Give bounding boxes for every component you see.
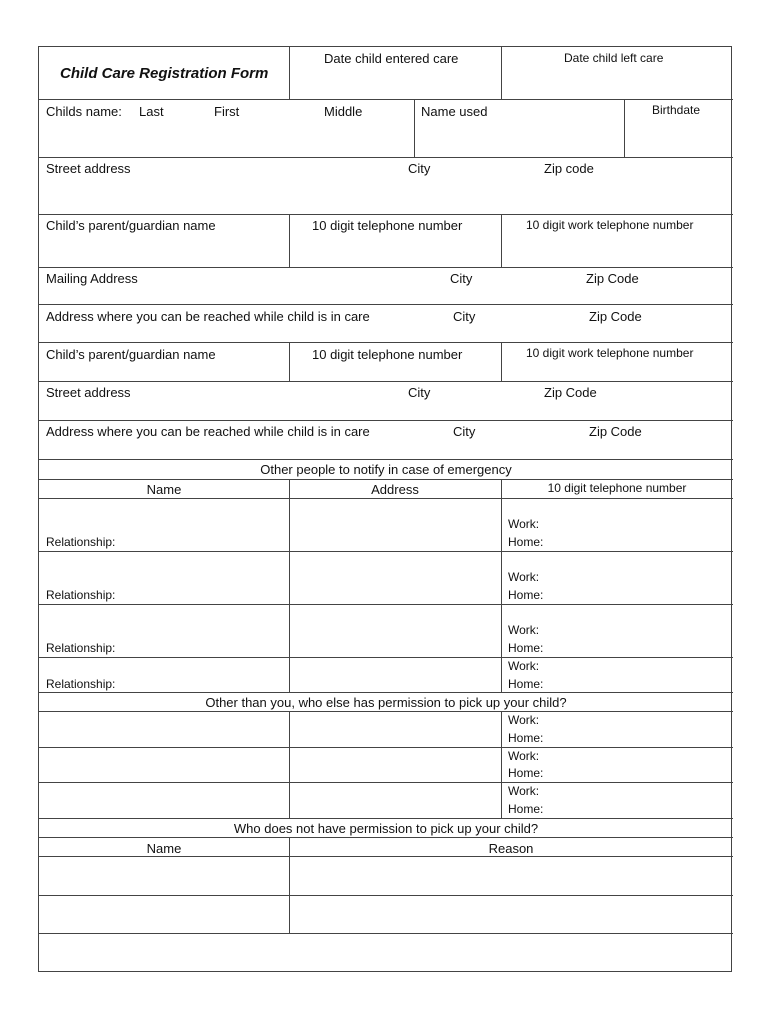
guardian2-field[interactable] bbox=[40, 365, 732, 380]
zip-label: Zip code bbox=[544, 161, 594, 176]
no-pickup-name-field[interactable] bbox=[40, 896, 288, 932]
pickup-work-label: Work: bbox=[508, 784, 540, 798]
relationship-label: Relationship: bbox=[46, 641, 116, 655]
pickup-name-field[interactable] bbox=[40, 712, 288, 746]
child-name-label: Childs name: bbox=[46, 104, 122, 119]
pickup-work-label: Work: bbox=[508, 749, 540, 763]
reach-address-label: Address where you can be reached while child is in care bbox=[46, 309, 370, 324]
row-divider bbox=[39, 479, 733, 480]
emergency-name-col: Name bbox=[146, 482, 182, 497]
home-label: Home: bbox=[508, 588, 544, 602]
child-last-label: Last bbox=[139, 104, 164, 119]
mailing-address-label: Mailing Address bbox=[46, 271, 138, 286]
row-divider bbox=[39, 420, 733, 421]
birthdate-label: Birthdate bbox=[652, 103, 701, 117]
work-label: Work: bbox=[508, 623, 540, 637]
emergency-address-field[interactable] bbox=[290, 605, 500, 656]
pickup-home-label: Home: bbox=[508, 766, 544, 780]
street2-address-label: Street address bbox=[46, 385, 131, 400]
date-left-field[interactable] bbox=[502, 48, 732, 99]
reach2-city-label: City bbox=[453, 424, 476, 439]
no-pickup-reason-col: Reason bbox=[488, 841, 534, 856]
registration-form bbox=[38, 46, 732, 972]
row-divider bbox=[39, 381, 733, 382]
emergency-address-field[interactable] bbox=[290, 552, 500, 603]
reach-zip-label: Zip Code bbox=[589, 309, 642, 324]
name-used-label: Name used bbox=[421, 104, 488, 119]
emergency-address-col: Address bbox=[371, 482, 419, 497]
work-label: Work: bbox=[508, 659, 540, 673]
mailing-zip-label: Zip Code bbox=[586, 271, 639, 286]
emergency-address-field[interactable] bbox=[290, 499, 500, 550]
date-entered-field[interactable] bbox=[290, 48, 500, 99]
street2-field[interactable] bbox=[40, 403, 732, 419]
guardian2-work-phone-label: 10 digit work telephone number bbox=[526, 346, 694, 360]
relationship-label: Relationship: bbox=[46, 535, 116, 549]
row-divider bbox=[39, 342, 733, 343]
no-pickup-reason-field[interactable] bbox=[290, 896, 732, 932]
col-divider bbox=[501, 711, 502, 818]
child-middle-label: Middle bbox=[324, 104, 363, 119]
emergency-name-field[interactable] bbox=[40, 499, 288, 533]
row-divider bbox=[39, 214, 733, 215]
work-label: Work: bbox=[508, 570, 540, 584]
pickup-work-label: Work: bbox=[508, 713, 540, 727]
street2-city-label: City bbox=[408, 385, 431, 400]
row-divider bbox=[39, 837, 733, 838]
home-label: Home: bbox=[508, 641, 544, 655]
row-divider bbox=[39, 267, 733, 268]
guardian-work-phone-label: 10 digit work telephone number bbox=[526, 218, 694, 232]
no-pickup-reason-field[interactable] bbox=[290, 857, 732, 894]
reach-address-field[interactable] bbox=[40, 326, 732, 341]
row-divider bbox=[39, 157, 733, 158]
row-divider bbox=[39, 818, 733, 819]
child-name-field[interactable] bbox=[40, 122, 413, 156]
birthdate-field[interactable] bbox=[625, 122, 732, 156]
pickup-address-field[interactable] bbox=[290, 748, 500, 781]
guardian-name-label: Child’s parent/guardian name bbox=[46, 218, 216, 233]
row-divider bbox=[39, 459, 733, 460]
emergency-name-field[interactable] bbox=[40, 658, 288, 676]
col-divider bbox=[501, 479, 502, 692]
relationship-label: Relationship: bbox=[46, 588, 116, 602]
emergency-name-field[interactable] bbox=[40, 552, 288, 586]
city-label: City bbox=[408, 161, 431, 176]
reach2-zip-label: Zip Code bbox=[589, 424, 642, 439]
pickup-address-field[interactable] bbox=[290, 712, 500, 746]
home-label: Home: bbox=[508, 677, 544, 691]
street-address-field[interactable] bbox=[40, 179, 732, 213]
notes-field[interactable] bbox=[40, 934, 732, 971]
row-divider bbox=[39, 692, 733, 693]
guardian-work-phone-field[interactable] bbox=[502, 237, 732, 266]
guardian-phone-field[interactable] bbox=[290, 237, 500, 266]
mailing-address-field[interactable] bbox=[40, 288, 732, 303]
date-left-label: Date child left care bbox=[564, 51, 664, 65]
guardian2-name-label: Child’s parent/guardian name bbox=[46, 347, 216, 362]
emergency-heading: Other people to notify in case of emergency bbox=[260, 462, 512, 477]
work-label: Work: bbox=[508, 517, 540, 531]
no-pickup-heading: Who does not have permission to pick up your child? bbox=[233, 821, 539, 836]
guardian-phone-label: 10 digit telephone number bbox=[312, 218, 463, 233]
guardian-name-field[interactable] bbox=[40, 237, 288, 266]
pickup-address-field[interactable] bbox=[290, 783, 500, 817]
reach2-field[interactable] bbox=[40, 442, 732, 458]
pickup-name-field[interactable] bbox=[40, 783, 288, 817]
street2-zip-label: Zip Code bbox=[544, 385, 597, 400]
pickup-home-label: Home: bbox=[508, 731, 544, 745]
no-pickup-name-field[interactable] bbox=[40, 857, 288, 894]
pickup-heading: Other than you, who else has permission to pick up your child? bbox=[205, 695, 567, 710]
name-used-field[interactable] bbox=[415, 122, 623, 156]
relationship-label: Relationship: bbox=[46, 677, 116, 691]
emergency-name-field[interactable] bbox=[40, 605, 288, 639]
guardian2-phone-label: 10 digit telephone number bbox=[312, 347, 463, 362]
pickup-name-field[interactable] bbox=[40, 748, 288, 781]
emergency-address-field[interactable] bbox=[290, 658, 500, 691]
reach-city-label: City bbox=[453, 309, 476, 324]
no-pickup-name-col: Name bbox=[146, 841, 182, 856]
form-title: Child Care Registration Form bbox=[60, 65, 269, 82]
home-label: Home: bbox=[508, 535, 544, 549]
row-divider bbox=[39, 304, 733, 305]
child-first-label: First bbox=[214, 104, 240, 119]
street-address-label: Street address bbox=[46, 161, 131, 176]
mailing-city-label: City bbox=[450, 271, 473, 286]
pickup-home-label: Home: bbox=[508, 802, 544, 816]
emergency-phone-col: 10 digit telephone number bbox=[547, 481, 687, 495]
reach2-address-label: Address where you can be reached while child is in care bbox=[46, 424, 370, 439]
row-divider bbox=[39, 99, 733, 100]
date-entered-label: Date child entered care bbox=[324, 51, 459, 66]
